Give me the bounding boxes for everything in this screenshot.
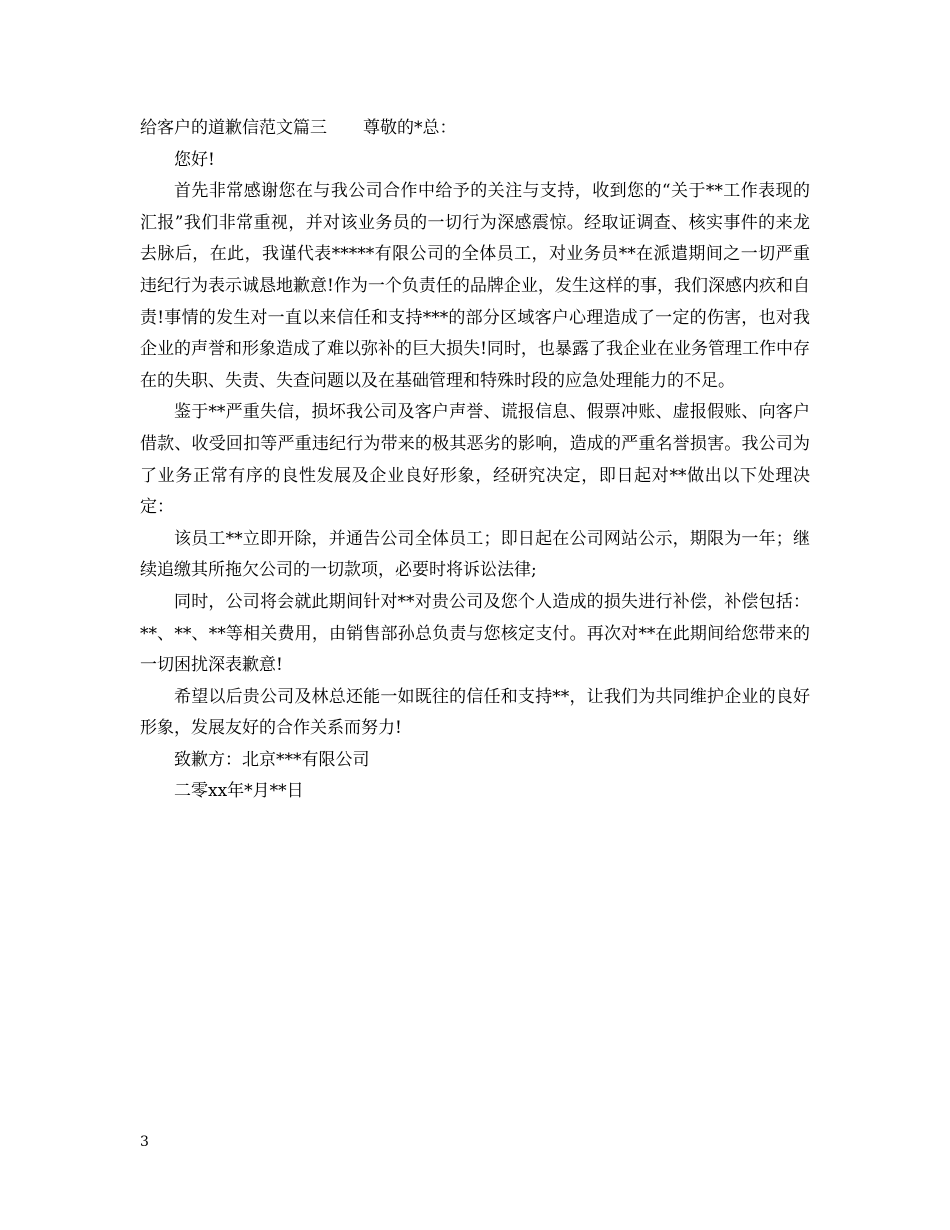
paragraph-5: 希望以后贵公司及林总还能一如既往的信任和支持**，让我们为共同维护企业的良好形象，发展友好的合作关系而努力! <box>140 686 810 739</box>
letter-body <box>140 113 810 808</box>
sender-line: 致歉方：北京***有限公司 <box>174 749 370 770</box>
document-title: 给客户的道歉信范文篇三 <box>140 118 327 138</box>
paragraph-4: 同时，公司将会就此期间针对**对贵公司及您个人造成的损失进行补偿，补偿包括：**、**、**等相关费用，由销售部孙总负责与您核定支付。再次对**在此期间给您带来的一切困扰深表歉意! <box>140 591 810 676</box>
heading-line <box>140 113 810 145</box>
page-number: 3 <box>140 1134 149 1150</box>
salutation: 尊敬的*总： <box>363 118 457 138</box>
paragraph-3: 该员工**立即开除，并通告公司全体员工；即日起在公司网站公示，期限为一年；继续追缴其所拖欠公司的一切款项，必要时将诉讼法律; <box>140 528 810 581</box>
paragraph-2: 鉴于**严重失信，损坏我公司及客户声誉、谎报信息、假票冲账、虚报假账、向客户借款、收受回扣等严重违纪行为带来的极其恶劣的影响，造成的严重名誉损害。我公司为了业务正常有序的良性发展及企业良好形象，经研究决定，即日起对**做出以下处理决定： <box>140 402 810 518</box>
date-line: 二零xx年*月**日 <box>174 781 304 802</box>
greeting: 您好! <box>174 149 215 170</box>
paragraph-1: 首先非常感谢您在与我公司合作中给予的关注与支持，收到您的“关于**工作表现的汇报”我们非常重视，并对该业务员的一切行为深感震惊。经取证调查、核实事件的来龙去脉后，在此，我谨代表*****有限公司的全体员工，对业务员**在派遣期间之一切严重违纪行为表示诚恳地歉意!作为一个负责任的品牌企业，发生这样的事，我们深感内疚和自责!事情的发生对一直以来信任和支持***的部分区域客户心理造成了一定的伤害，也对我企业的声誉和形象造成了难以弥补的巨大损失!同时，也暴露了我企业在业务管理工作中存在的失职、失责、失查问题以及在基础管理和特殊时段的应急处理能力的不足。 <box>140 181 810 391</box>
